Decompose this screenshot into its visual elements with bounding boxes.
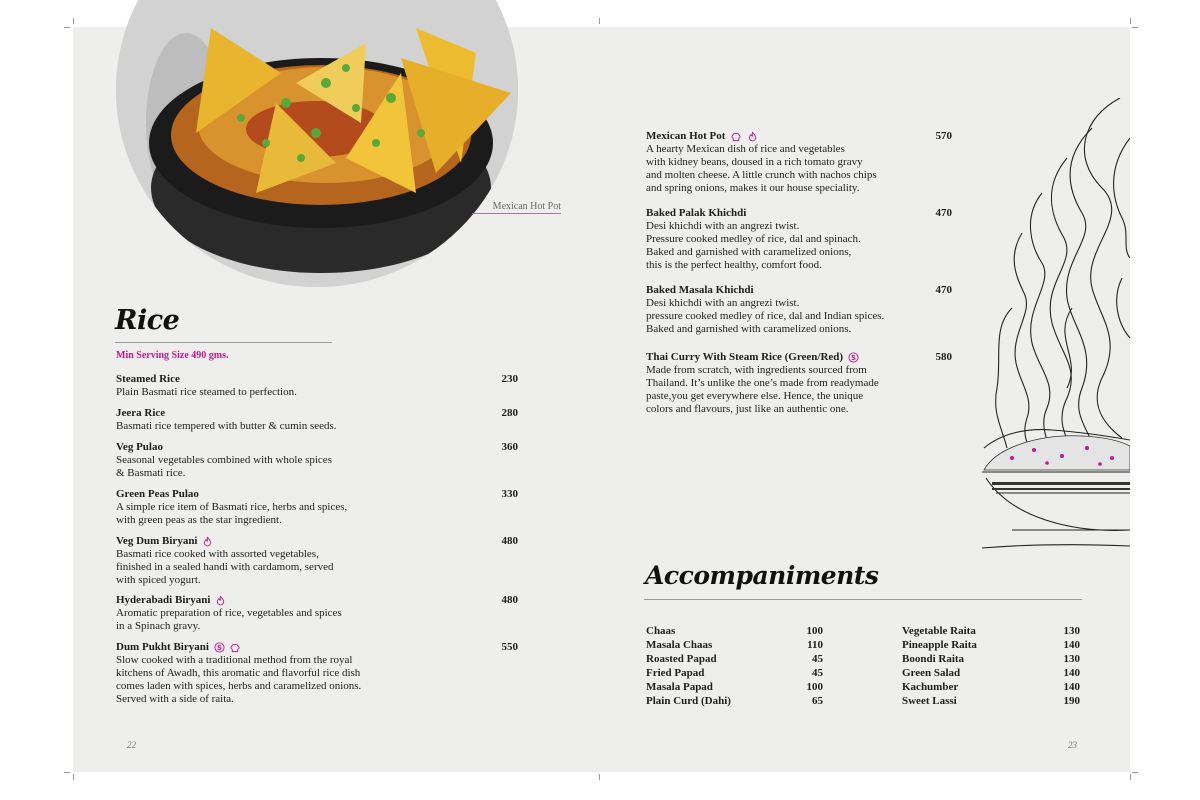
menu-item [646, 130, 952, 195]
chef-icon [229, 642, 241, 653]
list-item [902, 680, 1080, 694]
spicy-icon [215, 595, 226, 606]
list-item [902, 652, 1080, 666]
item-name: Sweet Lassi [902, 695, 957, 707]
serving-size-note: Min Serving Size 490 gms. [116, 350, 229, 361]
item-price: 470 [935, 207, 952, 219]
signature-icon [848, 352, 859, 363]
list-item [646, 680, 823, 694]
rice-section-title: Rice [115, 305, 180, 336]
item-description: Desi khichdi with an angrezi twist. pressure cooked medley of rice, dal and Indian spices. Baked and garnished with caramelized onions. [646, 297, 885, 335]
item-description: Slow cooked with a traditional method from the royal kitchens of Awadh, this aromatic and flavorful rice dish comes laden with spices, herbs and caramelized onions. Served with a side of raita. [116, 654, 362, 706]
menu-item [116, 407, 518, 433]
page-number-right: 23 [1068, 740, 1077, 750]
item-name: Veg Pulao [116, 441, 163, 453]
item-price: 140 [1063, 667, 1080, 679]
item-price: 140 [1063, 639, 1080, 651]
list-item [902, 638, 1080, 652]
accompaniments-title-rule [644, 599, 1082, 600]
spicy-icon [202, 536, 213, 547]
item-name: Kachumber [902, 681, 959, 693]
item-description: Made from scratch, with ingredients sourced from Thailand. It’s unlike the one’s made from readymade paste,you get everywhere else. Hence, the unique colors and flavours, just like an authentic one. [646, 364, 879, 416]
item-name: Chaas [646, 625, 676, 637]
item-name: Vegetable Raita [902, 625, 976, 637]
item-name: Baked Masala Khichdi [646, 284, 754, 296]
item-price: 570 [935, 130, 952, 142]
list-item [646, 694, 823, 708]
item-name: Boondi Raita [902, 653, 965, 665]
svg-text:S: S [216, 643, 222, 652]
item-name: Thai Curry With Steam Rice (Green/Red) [646, 351, 844, 364]
steaming-bowl-illustration [972, 98, 1130, 554]
item-description: Basmati rice tempered with butter & cumin seeds. [116, 420, 337, 432]
rice-title-rule [115, 342, 332, 343]
item-description: Plain Basmati rice steamed to perfection. [116, 386, 297, 398]
menu-item [116, 441, 518, 480]
item-name: Steamed Rice [116, 373, 180, 385]
signature-icon [214, 642, 225, 653]
item-price: 130 [1063, 653, 1080, 665]
item-name: Pineapple Raita [902, 639, 977, 651]
item-name: Plain Curd (Dahi) [646, 695, 731, 707]
spicy-icon [747, 131, 758, 142]
item-description: Basmati rice cooked with assorted vegetables, finished in a sealed handi with cardamom, served with spiced yogurt. [116, 548, 334, 587]
item-price: 190 [1063, 695, 1080, 707]
menu-item [646, 284, 952, 336]
item-price: 65 [812, 695, 823, 707]
list-item [646, 638, 823, 652]
item-price: 480 [501, 535, 518, 547]
item-price: 480 [501, 594, 518, 606]
item-price: 550 [501, 641, 518, 653]
item-name: Fried Papad [646, 667, 705, 679]
item-name: Masala Chaas [646, 639, 713, 651]
chef-icon [730, 131, 742, 142]
menu-item [646, 351, 952, 416]
item-price: 100 [806, 625, 823, 637]
item-name: Hyderabadi Biryani [116, 594, 211, 607]
list-item [902, 624, 1080, 638]
list-item [902, 694, 1080, 708]
item-price: 470 [935, 284, 952, 296]
svg-text:S: S [850, 353, 856, 362]
item-price: 45 [812, 653, 823, 665]
item-name: Jeera Rice [116, 407, 166, 419]
item-price: 230 [501, 373, 518, 385]
item-price: 140 [1063, 681, 1080, 693]
item-price: 280 [501, 407, 518, 419]
item-description: Desi khichdi with an angrezi twist. Pressure cooked medley of rice, dal and spinach. Baked and garnished with caramelized onions, this is the perfect healthy, comfort food. [646, 220, 861, 271]
item-name: Baked Palak Khichdi [646, 207, 747, 219]
menu-item [116, 488, 518, 527]
item-price: 130 [1063, 625, 1080, 637]
accompaniments-section-title: Accompaniments [645, 561, 879, 590]
list-item [646, 624, 823, 638]
item-name: Masala Papad [646, 681, 713, 693]
item-description: Aromatic preparation of rice, vegetables and spices in a Spinach gravy. [116, 607, 342, 633]
menu-item [116, 641, 518, 706]
accompaniments-list-right [902, 624, 1080, 708]
item-name: Veg Dum Biryani [116, 535, 198, 548]
item-price: 580 [935, 351, 952, 363]
menu-item [116, 373, 518, 399]
list-item [902, 666, 1080, 680]
item-price: 360 [501, 441, 518, 453]
accompaniments-list-left [646, 624, 823, 708]
photo-caption: Mexican Hot Pot [472, 201, 561, 214]
menu-item [646, 207, 952, 272]
item-name: Green Salad [902, 667, 961, 679]
item-description: Seasonal vegetables combined with whole spices & Basmati rice. [116, 454, 332, 479]
item-price: 45 [812, 667, 823, 679]
item-price: 100 [806, 681, 823, 693]
menu-item [116, 535, 518, 587]
page-number-left: 22 [127, 740, 136, 750]
list-item [646, 666, 823, 680]
item-description: A hearty Mexican dish of rice and vegetables with kidney beans, doused in a rich tomato gravy and molten cheese. A little crunch with nachos chips and spring onions, makes it our house speciality. [646, 143, 877, 195]
item-description: A simple rice item of Basmati rice, herbs and spices, with green peas as the star ingredient. [116, 501, 348, 526]
item-name: Roasted Papad [646, 653, 717, 665]
item-price: 110 [807, 639, 823, 651]
item-name: Mexican Hot Pot [646, 130, 726, 143]
item-name: Dum Pukht Biryani [116, 641, 209, 654]
list-item [646, 652, 823, 666]
menu-item [116, 594, 518, 633]
item-price: 330 [501, 488, 518, 500]
item-name: Green Peas Pulao [116, 488, 199, 500]
